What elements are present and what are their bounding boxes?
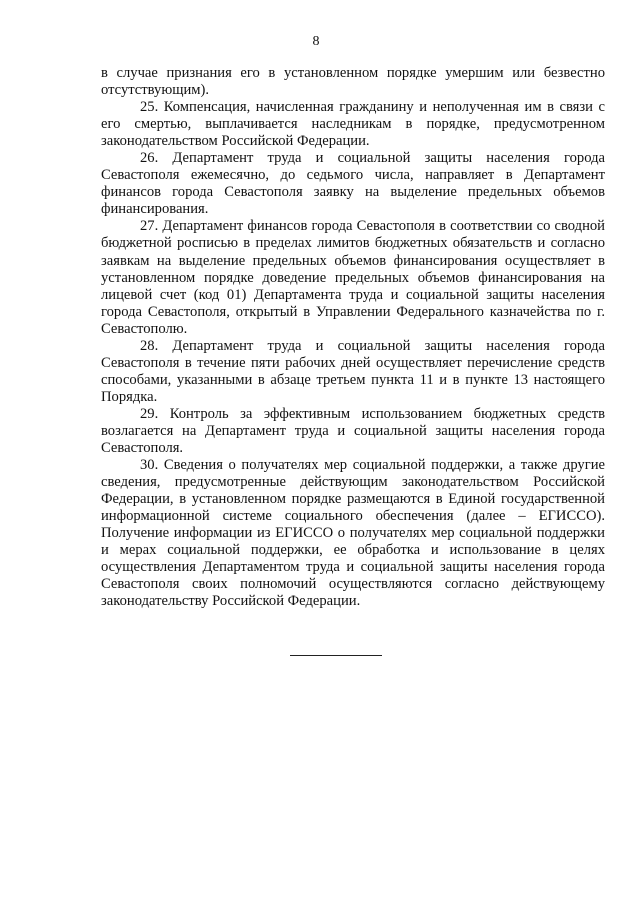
- document-body: [101, 65, 605, 611]
- paragraph-28: 28. Департамент труда и социальной защиты населения города Севастополя в течение пяти рабочих дней осуществляет перечисление средств способами, указанными в абзаце третьем пункта 11 и в пункте 13 настоящего Порядка.: [101, 337, 605, 405]
- paragraph-26: 26. Департамент труда и социальной защиты населения города Севастополя ежемесячно, до седьмого числа, направляет в Департамент финансов города Севастополя заявку на выделение предельных объемов финансирования.: [101, 150, 605, 218]
- end-of-document-rule: [290, 655, 382, 656]
- paragraph-30: 30. Сведения о получателях мер социальной поддержки, а также другие сведения, предусмотренные действующим законодательством Российской Федерации, в установленном порядке размещаются в Единой государственной информационной системе социального обеспечения (далее – ЕГИССО). Получение информации из ЕГИССО о получателях мер социальной поддержки и мерах социальной поддержки, ее обработка и использование в целях осуществления Департаментом труда и социальной защиты населения города Севастополя своих полномочий осуществляются согласно действующему законодательству Российской Федерации.: [101, 457, 605, 610]
- paragraph-27: 27. Департамент финансов города Севастополя в соответствии со сводной бюджетной росписью в пределах лимитов бюджетных обязательств и согласно заявкам на выделение предельных объемов финансирования осуществляет в установленном порядке доведение предельных объемов финансирования на лицевой счет (код 01) Департамента труда и социальной защиты населения города Севастополя, открытый в Управлении Федерального казначейства по г. Севастополю.: [101, 218, 605, 337]
- paragraph-continuation: в случае признания его в установленном порядке умершим или безвестно отсутствующим).: [101, 65, 605, 99]
- paragraph-25: 25. Компенсация, начисленная гражданину и неполученная им в связи с его смертью, выплачивается наследникам в порядке, предусмотренном законодательством Российской Федерации.: [101, 99, 605, 150]
- paragraph-29: 29. Контроль за эффективным использованием бюджетных средств возлагается на Департамент труда и социальной защиты населения города Севастополя.: [101, 405, 605, 457]
- page-number: 8: [312, 34, 320, 49]
